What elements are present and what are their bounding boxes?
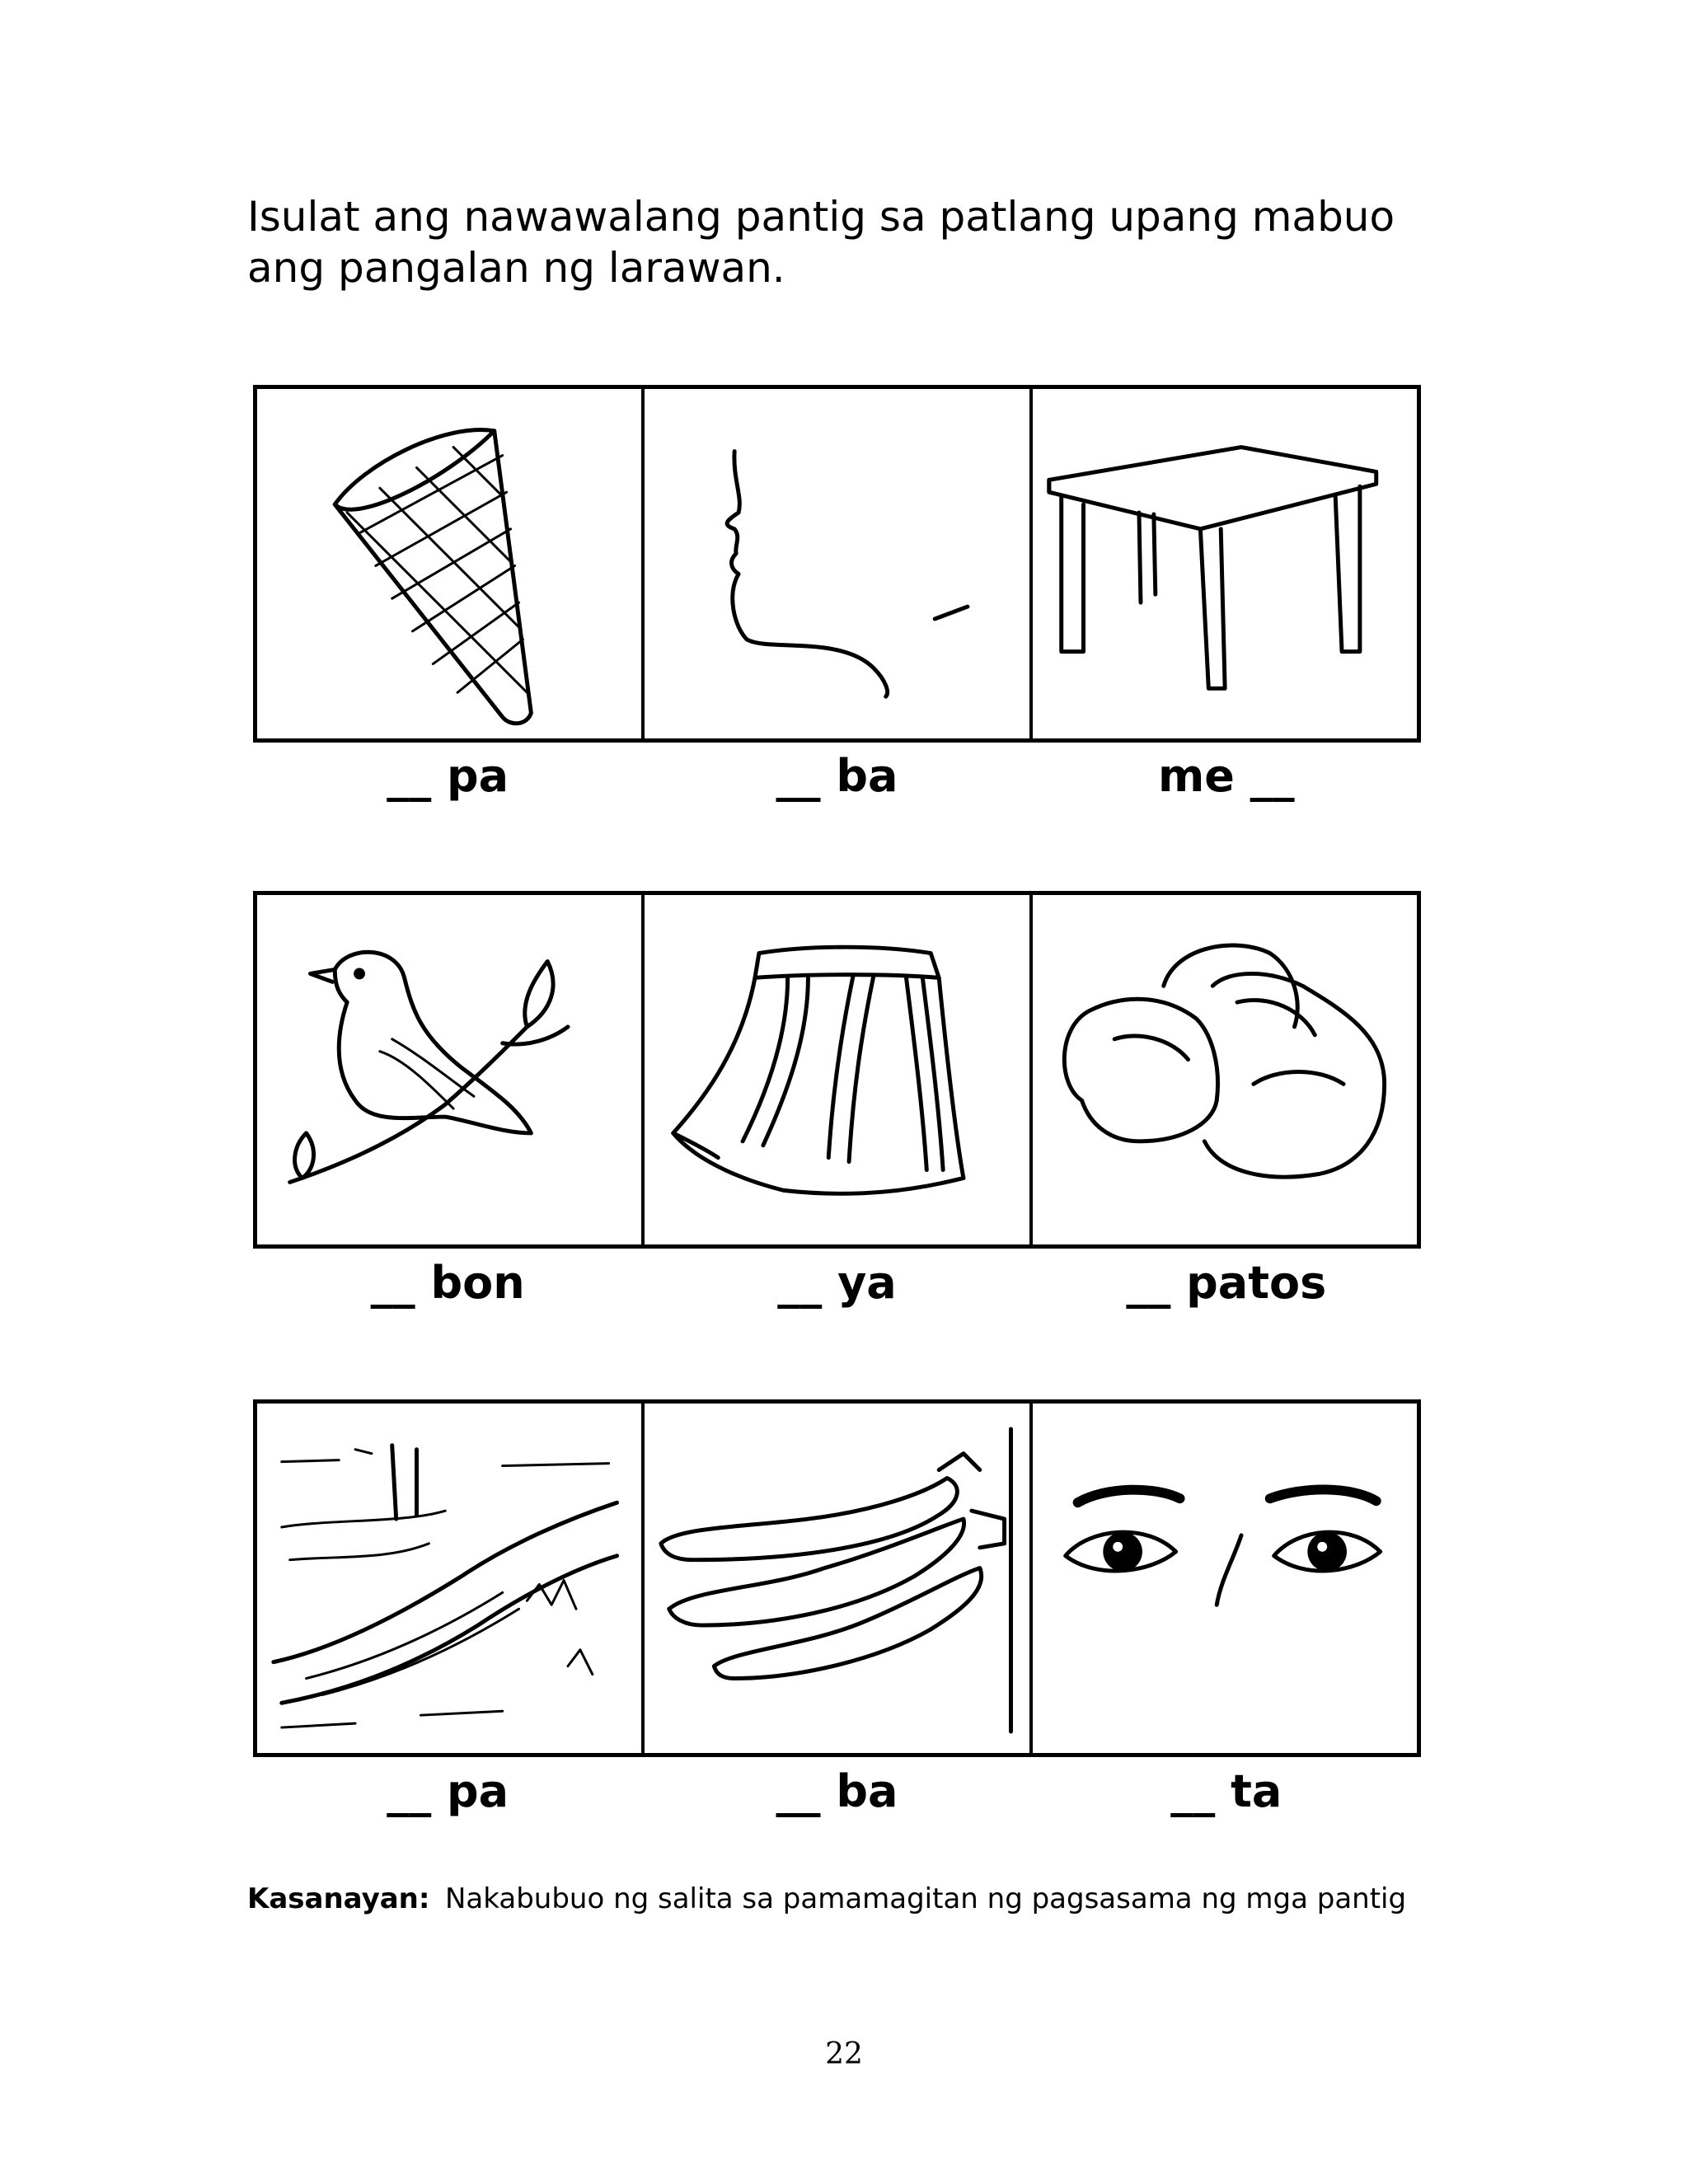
bird-icon [257,895,641,1244]
word-blank: __ patos [1126,1257,1327,1309]
picture-cell-chin [641,389,1029,738]
instructions-line-1: Isulat ang nawawalang pantig sa patlang upang mabuo [247,193,1395,241]
skirt-icon [645,895,1029,1244]
page-number: 22 [825,2037,863,2071]
word-blank: __ pa [387,750,509,802]
picture-row-3 [253,1399,1421,1757]
instructions [247,191,1484,293]
skill-label: Kasanayan: [247,1882,430,1915]
word-blank: __ ya [777,1257,897,1309]
picture-row-2 [253,891,1421,1249]
word-blank: me __ [1157,750,1295,802]
ice-cream-cone-icon [257,389,641,738]
picture-cell-eyes [1029,1404,1417,1753]
picture-cell-table [1029,389,1417,738]
labels-row-3 [253,1759,1421,1825]
word-blank: __ pa [387,1765,509,1817]
picture-cell-bird [257,895,641,1244]
shoes-icon [1033,895,1417,1244]
word-blank: __ ta [1170,1765,1282,1817]
instructions-line-2: ang pangalan ng larawan. [247,244,785,292]
eyes-icon [1033,1404,1417,1753]
picture-cell-shoes [1029,895,1417,1244]
skill-line [247,1879,1406,1919]
picture-row-1 [253,385,1421,743]
picture-cell-ice-cream-cone [257,389,641,738]
table-icon [1033,389,1417,738]
picture-cell-skirt [641,895,1029,1244]
labels-row-1 [253,743,1421,809]
picture-cell-bananas [641,1404,1029,1753]
bananas-icon [645,1404,1029,1753]
word-blank: __ ba [776,750,898,802]
labels-row-2 [253,1250,1421,1316]
picture-cell-river [257,1404,641,1753]
chin-profile-icon [645,389,1029,738]
word-blank: __ ba [776,1765,898,1817]
river-landscape-icon [257,1404,641,1753]
word-blank: __ bon [370,1257,525,1309]
skill-text: Nakabubuo ng salita sa pamamagitan ng pagsasama ng mga pantig [445,1882,1407,1915]
